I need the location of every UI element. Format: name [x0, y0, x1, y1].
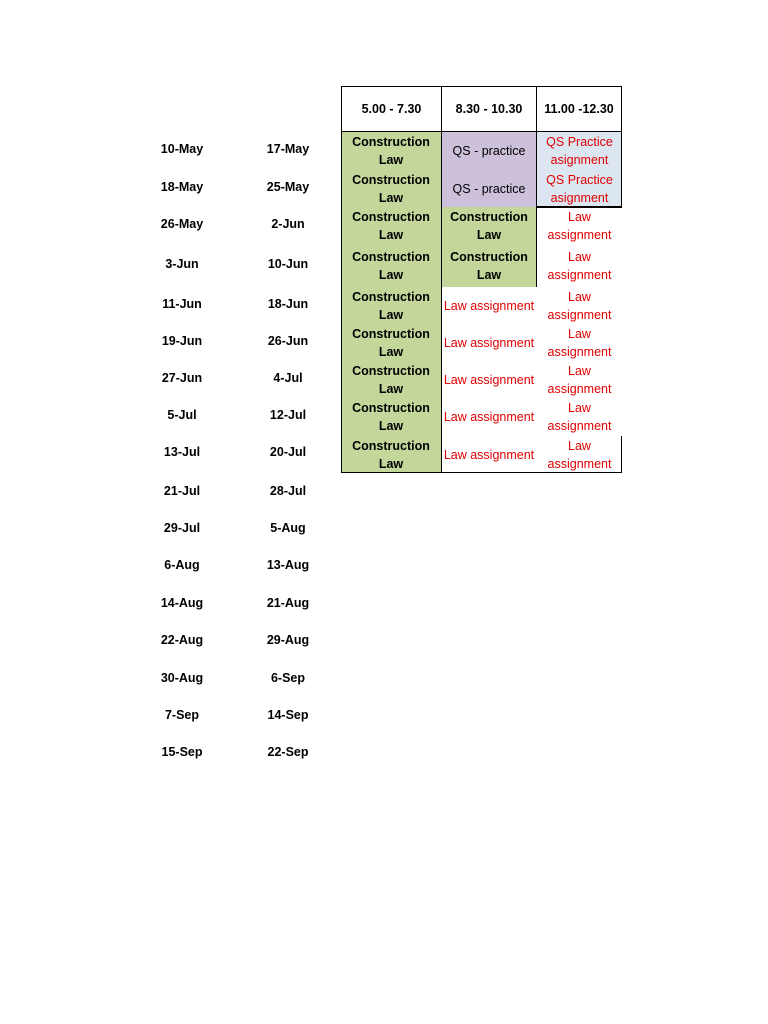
schedule-cell: Law assignment: [443, 447, 535, 462]
schedule-cell: Construction Law: [352, 438, 430, 471]
date-cell: 5-Jul: [167, 408, 197, 422]
table-border-bottom: [341, 472, 622, 473]
date-cell: 13-Jul: [163, 445, 201, 459]
schedule-cell: Law assignment: [443, 409, 535, 424]
date-cell: 6-Aug: [164, 558, 200, 572]
date-cell: 10-Jun: [267, 257, 309, 271]
date-cell: 26-Jun: [267, 334, 309, 348]
date-cell: 27-Jun: [161, 371, 203, 385]
date-cell: 21-Jul: [163, 484, 201, 498]
schedule-cell: Law assignment: [443, 298, 535, 313]
schedule-cell: Construction Law: [352, 172, 430, 205]
table-divider-qs: [536, 206, 622, 208]
date-cell: 13-Aug: [266, 558, 310, 572]
schedule-cell: Law assignment: [547, 249, 612, 282]
date-cell: 14-Sep: [267, 708, 309, 722]
table-border-right-bottom: [621, 436, 622, 473]
schedule-cell: QS Practice asignment: [546, 134, 613, 167]
date-cell: 15-Sep: [161, 745, 203, 759]
schedule-cell: Construction Law: [352, 400, 430, 433]
date-cell: 30-Aug: [160, 671, 204, 685]
date-cell: 22-Aug: [160, 633, 204, 647]
date-cell: 7-Sep: [164, 708, 200, 722]
date-cell: 10-May: [160, 142, 204, 156]
date-cell: 21-Aug: [266, 596, 310, 610]
schedule-cell: Construction Law: [352, 134, 430, 167]
header-slot-3: 11.00 -12.30: [536, 86, 622, 132]
schedule-cell: Construction Law: [352, 249, 430, 282]
date-cell: 3-Jun: [165, 257, 199, 271]
date-cell: 2-Jun: [271, 217, 305, 231]
date-cell: 29-Jul: [163, 521, 201, 535]
schedule-cell: Law assignment: [443, 335, 535, 350]
table-border-left: [341, 132, 342, 473]
date-cell: 20-Jul: [269, 445, 307, 459]
schedule-cell: Construction Law: [450, 249, 528, 282]
date-cell: 18-May: [160, 180, 204, 194]
schedule-cell: Law assignment: [547, 289, 612, 322]
schedule-cell: Construction Law: [352, 289, 430, 322]
schedule-cell: Law assignment: [547, 363, 612, 396]
date-cell: 6-Sep: [270, 671, 306, 685]
date-cell: 17-May: [266, 142, 310, 156]
schedule-cell: QS - practice: [452, 143, 526, 158]
date-cell: 22-Sep: [267, 745, 309, 759]
header-slot-2: 8.30 - 10.30: [441, 86, 537, 132]
date-cell: 29-Aug: [266, 633, 310, 647]
schedule-cell: Construction Law: [352, 363, 430, 396]
header-slot-1: 5.00 - 7.30: [341, 86, 442, 132]
date-cell: 18-Jun: [267, 297, 309, 311]
date-cell: 5-Aug: [270, 521, 306, 535]
schedule-cell: Construction Law: [352, 326, 430, 359]
schedule-cell: Law assignment: [547, 209, 612, 242]
schedule-cell: Law assignment: [547, 326, 612, 359]
date-cell: 28-Jul: [269, 484, 307, 498]
schedule-cell: Construction Law: [352, 209, 430, 242]
date-cell: 19-Jun: [161, 334, 203, 348]
schedule-cell: Law assignment: [547, 400, 612, 433]
date-cell: 14-Aug: [160, 596, 204, 610]
date-cell: 4-Jul: [273, 371, 303, 385]
date-cell: 26-May: [160, 217, 204, 231]
table-divider-ab: [441, 132, 442, 473]
schedule-cell: QS Practice asignment: [546, 172, 613, 205]
table-border-right-top: [621, 132, 622, 207]
date-cell: 12-Jul: [269, 408, 307, 422]
schedule-cell: Law assignment: [547, 438, 612, 471]
schedule-cell: Law assignment: [443, 372, 535, 387]
table-divider-bc: [536, 132, 537, 287]
schedule-cell: Construction Law: [450, 209, 528, 242]
schedule-cell: QS - practice: [452, 181, 526, 196]
date-cell: 25-May: [266, 180, 310, 194]
date-cell: 11-Jun: [162, 297, 202, 311]
